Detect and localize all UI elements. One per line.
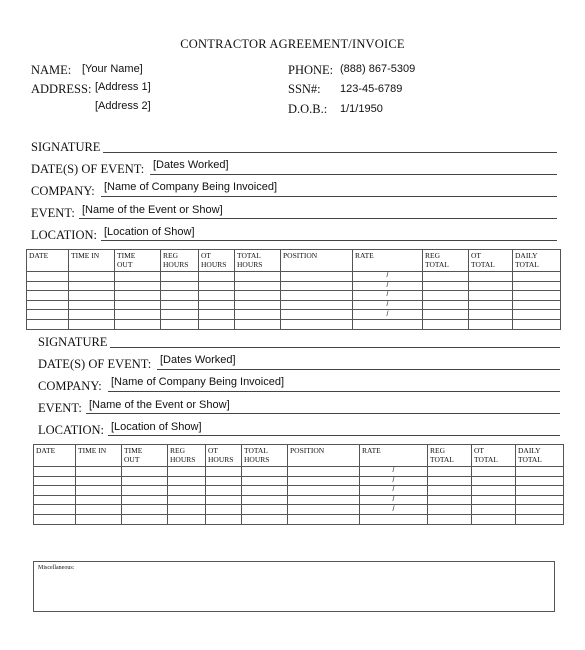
table-cell[interactable]: [76, 495, 122, 505]
column-header: [242, 445, 288, 467]
column-header-line: HOURS: [244, 455, 270, 464]
column-header: [472, 445, 516, 467]
table-cell[interactable]: [122, 505, 168, 515]
column-header: [428, 445, 472, 467]
column-header-line: OT: [208, 446, 218, 455]
table-cell[interactable]: [516, 476, 564, 486]
table-cell[interactable]: [513, 319, 561, 329]
table-cell[interactable]: [115, 310, 161, 320]
table-cell[interactable]: [206, 467, 242, 477]
ssn-value[interactable]: 123-45-6789: [340, 83, 403, 95]
signature-label: SIGNATURE: [31, 140, 101, 154]
table-cell[interactable]: [288, 476, 360, 486]
column-header-line: TOTAL: [425, 260, 449, 269]
company-label: COMPANY:: [31, 184, 95, 198]
address-line2-value[interactable]: [Address 2]: [95, 100, 151, 112]
table-cell[interactable]: [115, 272, 161, 282]
dates-of-event-line: [150, 174, 557, 175]
table-cell[interactable]: [513, 272, 561, 282]
table-cell[interactable]: [423, 300, 469, 310]
table-cell[interactable]: [161, 300, 199, 310]
table-cell[interactable]: [27, 319, 69, 329]
table-cell[interactable]: [27, 310, 69, 320]
table-cell[interactable]: [360, 514, 428, 524]
column-header-line: DATE: [36, 446, 56, 455]
table-cell[interactable]: [472, 476, 516, 486]
table-cell[interactable]: [428, 495, 472, 505]
table-cell[interactable]: [34, 467, 76, 477]
table-cell[interactable]: [288, 495, 360, 505]
table-cell[interactable]: [76, 486, 122, 496]
table-cell[interactable]: [27, 300, 69, 310]
table-row: [27, 319, 561, 329]
table-row: [34, 467, 564, 477]
table-cell[interactable]: /: [353, 291, 423, 301]
document-title: CONTRACTOR AGREEMENT/INVOICE: [180, 37, 405, 51]
column-header: [69, 250, 115, 272]
table-cell[interactable]: [115, 300, 161, 310]
table-cell[interactable]: [122, 467, 168, 477]
table-cell[interactable]: [428, 467, 472, 477]
table-cell[interactable]: [115, 281, 161, 291]
table-cell[interactable]: [235, 281, 281, 291]
table-cell[interactable]: [122, 495, 168, 505]
table-cell[interactable]: [34, 514, 76, 524]
column-header-line: OUT: [117, 260, 133, 269]
signature-line[interactable]: [103, 152, 557, 153]
table-cell[interactable]: [513, 310, 561, 320]
signature-line[interactable]: [110, 347, 560, 348]
table-cell[interactable]: [469, 272, 513, 282]
table-cell[interactable]: [288, 486, 360, 496]
table-cell[interactable]: [423, 319, 469, 329]
table-row: [34, 505, 564, 515]
table-cell[interactable]: [161, 291, 199, 301]
column-header: [360, 445, 428, 467]
dates-of-event-label: DATE(S) OF EVENT:: [38, 357, 152, 371]
column-header-line: REG: [170, 446, 185, 455]
column-header: [423, 250, 469, 272]
table-cell[interactable]: [235, 300, 281, 310]
table-cell[interactable]: [428, 486, 472, 496]
column-header: [469, 250, 513, 272]
table-cell[interactable]: [288, 505, 360, 515]
table-row: [27, 281, 561, 291]
dates-of-event-label: DATE(S) OF EVENT:: [31, 162, 145, 176]
table-cell[interactable]: [34, 505, 76, 515]
table-header-row: [27, 250, 561, 272]
table-cell[interactable]: [122, 514, 168, 524]
table-cell[interactable]: [472, 505, 516, 515]
event-label: EVENT:: [31, 206, 75, 220]
ssn-label: SSN#:: [288, 82, 321, 96]
table-cell[interactable]: [206, 476, 242, 486]
table-cell[interactable]: [469, 291, 513, 301]
table-cell[interactable]: [469, 281, 513, 291]
location-label: LOCATION:: [38, 423, 104, 437]
table-cell[interactable]: [281, 291, 353, 301]
column-header: [235, 250, 281, 272]
table-cell[interactable]: [235, 272, 281, 282]
table-cell[interactable]: /: [353, 281, 423, 291]
event-value[interactable]: [Name of the Event or Show]: [89, 399, 230, 411]
table-cell[interactable]: [513, 291, 561, 301]
event-label: EVENT:: [38, 401, 82, 415]
column-header-line: POSITION: [283, 251, 318, 260]
column-header-line: OT: [474, 446, 484, 455]
table-cell[interactable]: [76, 514, 122, 524]
table-cell[interactable]: [168, 495, 206, 505]
table-cell[interactable]: [513, 300, 561, 310]
dates-of-event-value[interactable]: [Dates Worked]: [160, 354, 236, 366]
table-cell[interactable]: [206, 495, 242, 505]
column-header: [206, 445, 242, 467]
company-line: [101, 196, 557, 197]
table-cell[interactable]: [199, 310, 235, 320]
table-cell[interactable]: [199, 319, 235, 329]
table-cell[interactable]: [122, 486, 168, 496]
event-line: [86, 413, 560, 414]
location-label: LOCATION:: [31, 228, 97, 242]
table-cell[interactable]: [428, 505, 472, 515]
table-cell[interactable]: [281, 300, 353, 310]
column-header-line: TOTAL: [515, 260, 539, 269]
column-header-line: OT: [471, 251, 481, 260]
table-cell[interactable]: [242, 476, 288, 486]
table-cell[interactable]: [69, 310, 115, 320]
table-cell[interactable]: /: [353, 300, 423, 310]
table-cell[interactable]: [69, 291, 115, 301]
column-header-line: RATE: [362, 446, 381, 455]
table-cell[interactable]: [168, 476, 206, 486]
table-header-row: [34, 445, 564, 467]
phone-value[interactable]: (888) 867-5309: [340, 63, 416, 75]
column-header-line: TOTAL: [471, 260, 495, 269]
column-header-line: TOTAL: [430, 455, 454, 464]
column-header: [281, 250, 353, 272]
table-cell[interactable]: [27, 281, 69, 291]
table-cell[interactable]: [115, 319, 161, 329]
table-cell[interactable]: [199, 291, 235, 301]
table-cell[interactable]: [516, 486, 564, 496]
table-cell[interactable]: /: [360, 495, 428, 505]
column-header-line: TOTAL: [237, 251, 261, 260]
location-line: [101, 240, 557, 241]
column-header-line: TOTAL: [474, 455, 498, 464]
column-header-line: HOURS: [201, 260, 227, 269]
column-header-line: HOURS: [170, 455, 196, 464]
location-value[interactable]: [Location of Show]: [104, 226, 195, 238]
table-cell[interactable]: [472, 514, 516, 524]
miscellaneous-label: Miscellaneous:: [38, 565, 75, 571]
name-value[interactable]: [Your Name]: [82, 63, 143, 75]
table-cell[interactable]: [281, 319, 353, 329]
column-header-line: HOURS: [163, 260, 189, 269]
company-line: [108, 391, 560, 392]
column-header: [34, 445, 76, 467]
table-cell[interactable]: [242, 486, 288, 496]
event-line: [79, 218, 557, 219]
table-cell[interactable]: [472, 486, 516, 496]
table-cell[interactable]: [288, 467, 360, 477]
table-cell[interactable]: [168, 514, 206, 524]
table-cell[interactable]: [516, 495, 564, 505]
table-cell[interactable]: [235, 319, 281, 329]
signature-label: SIGNATURE: [38, 335, 108, 349]
table-cell[interactable]: [76, 476, 122, 486]
table-cell[interactable]: [199, 272, 235, 282]
table-cell[interactable]: [206, 486, 242, 496]
table-cell[interactable]: [161, 281, 199, 291]
table-cell[interactable]: [469, 310, 513, 320]
table-row: [27, 310, 561, 320]
column-header: [513, 250, 561, 272]
table-cell[interactable]: [288, 514, 360, 524]
column-header-line: TIME: [124, 446, 143, 455]
table-cell[interactable]: [242, 495, 288, 505]
table-cell[interactable]: [469, 300, 513, 310]
column-header: [516, 445, 564, 467]
column-header-line: TIME IN: [71, 251, 100, 260]
table-cell[interactable]: [69, 272, 115, 282]
table-row: [34, 495, 564, 505]
column-header-line: REG: [163, 251, 178, 260]
column-header: [27, 250, 69, 272]
table-cell[interactable]: [235, 291, 281, 301]
table-cell[interactable]: [281, 310, 353, 320]
column-header: [115, 250, 161, 272]
table-cell[interactable]: [161, 319, 199, 329]
column-header-line: REG: [430, 446, 445, 455]
table-cell[interactable]: /: [353, 310, 423, 320]
table-cell[interactable]: /: [360, 476, 428, 486]
table-cell[interactable]: [27, 272, 69, 282]
table-cell[interactable]: [353, 319, 423, 329]
column-header: [76, 445, 122, 467]
table-cell[interactable]: [34, 486, 76, 496]
table-cell[interactable]: [472, 495, 516, 505]
table-cell[interactable]: [69, 319, 115, 329]
table-cell[interactable]: [69, 281, 115, 291]
column-header: [199, 250, 235, 272]
column-header-line: HOURS: [208, 455, 234, 464]
table-cell[interactable]: [168, 486, 206, 496]
table-cell[interactable]: [472, 467, 516, 477]
column-header-line: DAILY: [518, 446, 541, 455]
table-cell[interactable]: [516, 505, 564, 515]
table-cell[interactable]: /: [353, 272, 423, 282]
table-cell[interactable]: [516, 467, 564, 477]
table-row: [27, 300, 561, 310]
table-cell[interactable]: [235, 310, 281, 320]
column-header-line: OUT: [124, 455, 140, 464]
table-row: [34, 486, 564, 496]
address-line1-value[interactable]: [Address 1]: [95, 81, 151, 93]
event-value[interactable]: [Name of the Event or Show]: [82, 204, 223, 216]
table-cell[interactable]: [27, 291, 69, 301]
company-value[interactable]: [Name of Company Being Invoiced]: [111, 376, 285, 388]
phone-label: PHONE:: [288, 63, 334, 77]
miscellaneous-box[interactable]: [33, 561, 555, 612]
company-label: COMPANY:: [38, 379, 102, 393]
table-cell[interactable]: [428, 514, 472, 524]
location-value[interactable]: [Location of Show]: [111, 421, 202, 433]
table-cell[interactable]: [115, 291, 161, 301]
table-cell[interactable]: [168, 467, 206, 477]
table-cell[interactable]: [281, 272, 353, 282]
table-cell[interactable]: [423, 291, 469, 301]
table-cell[interactable]: [469, 319, 513, 329]
table-cell[interactable]: [122, 476, 168, 486]
table-cell[interactable]: /: [360, 505, 428, 515]
table-cell[interactable]: [423, 281, 469, 291]
table-cell[interactable]: /: [360, 486, 428, 496]
table-cell[interactable]: [281, 281, 353, 291]
table-cell[interactable]: [34, 495, 76, 505]
column-header-line: OT: [201, 251, 211, 260]
column-header-line: TOTAL: [518, 455, 542, 464]
timesheet-table-1: [26, 249, 561, 330]
column-header: [353, 250, 423, 272]
table-cell[interactable]: [69, 300, 115, 310]
table-cell[interactable]: [242, 505, 288, 515]
column-header-line: POSITION: [290, 446, 325, 455]
name-label: NAME:: [31, 63, 72, 77]
table-cell[interactable]: [428, 476, 472, 486]
column-header: [161, 250, 199, 272]
table-cell[interactable]: [199, 300, 235, 310]
column-header-line: TIME: [117, 251, 136, 260]
dates-of-event-line: [157, 369, 560, 370]
table-row: [27, 291, 561, 301]
table-cell[interactable]: [516, 514, 564, 524]
table-cell[interactable]: [34, 476, 76, 486]
table-cell[interactable]: [423, 272, 469, 282]
column-header: [168, 445, 206, 467]
table-row: [27, 272, 561, 282]
table-cell[interactable]: [206, 514, 242, 524]
table-cell[interactable]: [242, 514, 288, 524]
location-line: [108, 435, 560, 436]
column-header: [122, 445, 168, 467]
column-header-line: TOTAL: [244, 446, 268, 455]
company-value[interactable]: [Name of Company Being Invoiced]: [104, 181, 278, 193]
column-header-line: DATE: [29, 251, 49, 260]
column-header-line: DAILY: [515, 251, 538, 260]
dates-of-event-value[interactable]: [Dates Worked]: [153, 159, 229, 171]
table-row: [34, 514, 564, 524]
table-cell[interactable]: /: [360, 467, 428, 477]
address-label: ADDRESS:: [31, 82, 92, 96]
table-cell[interactable]: [76, 467, 122, 477]
table-row: [34, 476, 564, 486]
column-header-line: REG: [425, 251, 440, 260]
table-cell[interactable]: [168, 505, 206, 515]
column-header-line: HOURS: [237, 260, 263, 269]
dob-label: D.O.B.:: [288, 102, 328, 116]
table-cell[interactable]: [206, 505, 242, 515]
table-cell[interactable]: [161, 272, 199, 282]
column-header-line: TIME IN: [78, 446, 107, 455]
column-header-line: RATE: [355, 251, 374, 260]
table-cell[interactable]: [242, 467, 288, 477]
column-header: [288, 445, 360, 467]
table-cell[interactable]: [423, 310, 469, 320]
table-cell[interactable]: [76, 505, 122, 515]
table-cell[interactable]: [161, 310, 199, 320]
table-cell[interactable]: [513, 281, 561, 291]
table-cell[interactable]: [199, 281, 235, 291]
dob-value[interactable]: 1/1/1950: [340, 103, 383, 115]
timesheet-table-2: [33, 444, 564, 525]
